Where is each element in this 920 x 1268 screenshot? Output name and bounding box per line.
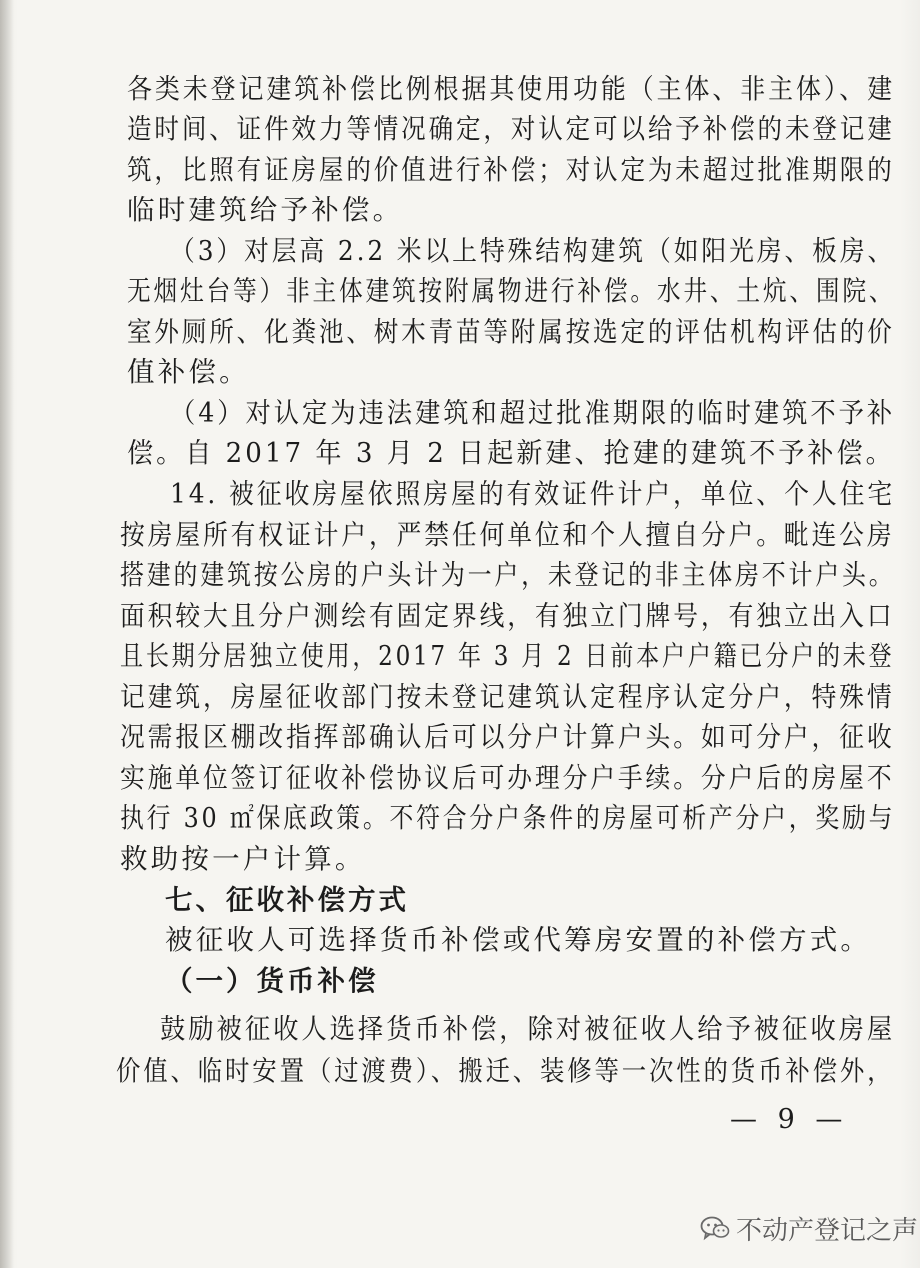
text-line: 14. 被征收房屋依照房屋的有效证件计户，单位、个人住宅 (170, 478, 896, 510)
text-line: 各类未登记建筑补偿比例根据其使用功能（主体、非主体）、建 (127, 73, 896, 105)
page-number: — 9 — (730, 1104, 849, 1135)
text-line: （4）对认定为违法建筑和超过批准期限的临时建筑不予补 (170, 397, 896, 429)
text-line: （3）对层高 2.2 米以上特殊结构建筑（如阳光房、板房、 (170, 235, 896, 267)
subsection-heading: （一）货币补偿 (165, 965, 379, 997)
text-line: 搭建的建筑按公房的户头计为一户，未登记的非主体房不计户头。 (120, 559, 896, 591)
text-line: 筑，比照有证房屋的价值进行补偿；对认定为未超过批准期限的 (127, 154, 895, 186)
text-line: 按房屋所有权证计户，严禁任何单位和个人擅自分户。毗连公房 (120, 519, 895, 551)
text-line: 救助按一户计算。 (120, 843, 366, 875)
text-line: 面积较大且分户测绘有固定界线，有独立门牌号，有独立出入口 (120, 600, 895, 632)
text-line: 造时间、证件效力等情况确定，对认定可以给予补偿的未登记建 (127, 113, 895, 145)
text-line: 被征收人可选择货币补偿或代筹房安置的补偿方式。 (165, 924, 872, 956)
text-line: 偿。自 2017 年 3 月 2 日起新建、抢建的建筑不予补偿。 (127, 437, 895, 469)
text-line: 实施单位签订征收补偿协议后可办理分户手续。分户后的房屋不 (120, 762, 895, 794)
page-edge-shadow (0, 0, 14, 1268)
text-line: 鼓励被征收人选择货币补偿，除对被征收人给予被征收房屋 (160, 1013, 896, 1045)
text-line: 执行 30 ㎡保底政策。不符合分户条件的房屋可析产分户，奖励与 (120, 802, 896, 834)
text-line: 临时建筑给予补偿。 (127, 194, 404, 226)
text-line: 价值、临时安置（过渡费）、搬迁、装修等一次性的货币补偿外， (116, 1055, 895, 1087)
text-line: 记建筑，房屋征收部门按未登记建筑认定程序认定分户，特殊情 (120, 681, 895, 713)
section-heading: 七、征收补偿方式 (165, 884, 409, 916)
text-line: 室外厕所、化粪池、树木青苗等附属按选定的评估机构评估的价 (127, 316, 895, 348)
watermark (700, 1208, 918, 1248)
watermark-text: 不动产登记之声 (736, 1215, 919, 1246)
text-line: 无烟灶台等）非主体建筑按附属物进行补偿。水井、土炕、围院、 (127, 275, 896, 307)
wechat-icon (700, 1215, 730, 1241)
text-line: 值补偿。 (127, 356, 250, 388)
text-line: 况需报区棚改指挥部确认后可以分户计算户头。如可分户，征收 (120, 721, 895, 753)
text-line: 且长期分居独立使用，2017 年 3 月 2 日前本户户籍已分户的未登 (120, 640, 895, 672)
